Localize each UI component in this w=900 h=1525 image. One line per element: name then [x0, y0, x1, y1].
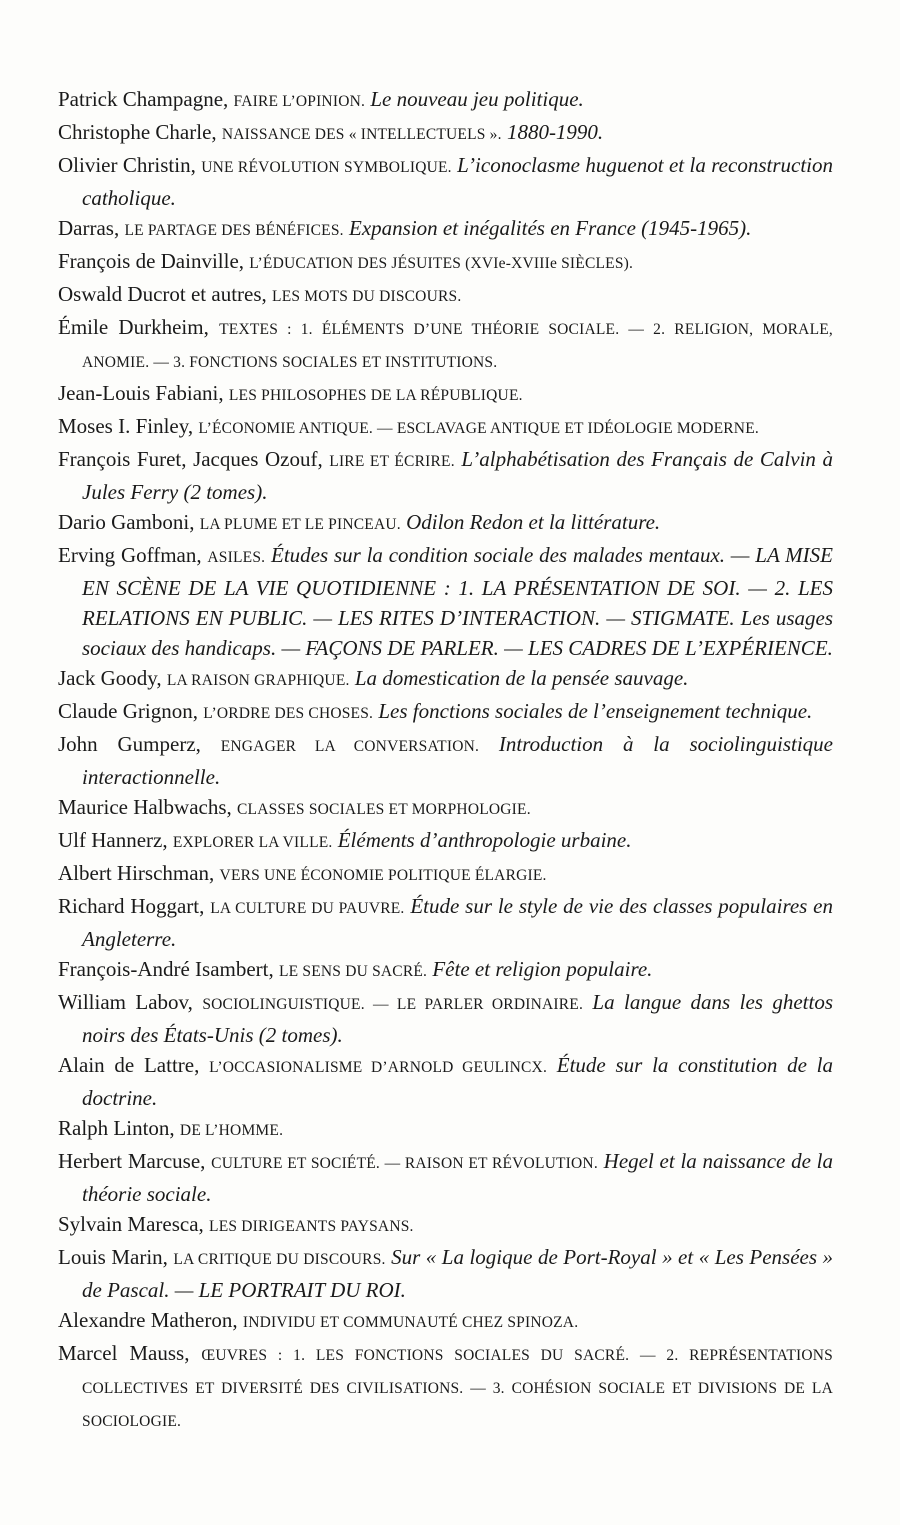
entry-title: INDIVIDU ET COMMUNAUTÉ CHEZ SPINOZA.	[242, 1314, 579, 1331]
entry-title: L’ÉCONOMIE ANTIQUE. — ESCLAVAGE ANTIQUE ET IDÉOLOGIE MODERNE.	[198, 420, 759, 437]
entry-author: Richard Hoggart,	[58, 894, 211, 918]
entry-subtitle: Les fonctions sociales de l’enseignement technique.	[373, 699, 813, 723]
bibliography-entry	[58, 954, 833, 987]
bibliography-entry	[58, 540, 833, 663]
entry-author: Jack Goody,	[58, 666, 167, 690]
entry-title: ASILES.	[207, 549, 266, 566]
entry-title: LE PARTAGE DES BÉNÉFICES.	[124, 222, 344, 239]
entry-subtitle: Fête et religion populaire.	[427, 957, 653, 981]
entry-title: EXPLORER LA VILLE.	[172, 834, 333, 851]
entry-author: Ulf Hannerz,	[58, 828, 173, 852]
entry-title: L’ORDRE DES CHOSES.	[203, 705, 374, 722]
entry-subtitle: Hegel et la naissance de la théorie sociale.	[82, 1149, 833, 1206]
bibliography-entry	[58, 1113, 833, 1146]
entry-title: LA CRITIQUE DU DISCOURS.	[173, 1251, 386, 1268]
bibliography-entry	[58, 858, 833, 891]
entry-title: LA PLUME ET LE PINCEAU.	[199, 516, 401, 533]
bibliography-entry	[58, 1338, 833, 1437]
entry-subtitle: Éléments d’anthropologie urbaine.	[332, 828, 632, 852]
bibliography-entry	[58, 411, 833, 444]
bibliography-list	[58, 84, 833, 1437]
entry-title: LIRE ET ÉCRIRE.	[329, 453, 455, 470]
entry-title: L’OCCASIONALISME D’ARNOLD GEULINCX.	[209, 1059, 548, 1076]
entry-author: Herbert Marcuse,	[58, 1149, 212, 1173]
bibliography-entry	[58, 729, 833, 792]
entry-subtitle: Odilon Redon et la littérature.	[400, 510, 661, 534]
entry-author: François Furet, Jacques Ozouf,	[58, 447, 330, 471]
entry-title: FAIRE L’OPINION.	[233, 93, 366, 110]
entry-subtitle: 1880-1990.	[501, 120, 604, 144]
bibliography-entry	[58, 117, 833, 150]
entry-author: Ralph Linton,	[58, 1116, 180, 1140]
bibliography-entry	[58, 444, 833, 507]
bibliography-entry	[58, 1050, 833, 1113]
bibliography-entry	[58, 279, 833, 312]
bibliography-entry	[58, 378, 833, 411]
entry-title: LES MOTS DU DISCOURS.	[272, 288, 462, 305]
entry-author: Darras,	[58, 216, 125, 240]
entry-author: François de Dainville,	[58, 249, 250, 273]
entry-author: Oswald Ducrot et autres,	[58, 282, 273, 306]
bibliography-entry	[58, 1209, 833, 1242]
bibliography-entry	[58, 150, 833, 213]
entry-title: SOCIOLINGUISTIQUE. — LE PARLER ORDINAIRE.	[202, 996, 584, 1013]
entry-author: Erving Goffman,	[58, 543, 208, 567]
entry-subtitle: Expansion et inégalités en France (1945-1965).	[343, 216, 752, 240]
entry-title: ENGAGER LA CONVERSATION.	[220, 738, 480, 755]
entry-author: Émile Durkheim,	[58, 315, 220, 339]
entry-title: L’ÉDUCATION DES JÉSUITES (XVIe-XVIIIe SIÈCLES).	[249, 255, 634, 272]
entry-title: LE SENS DU SACRÉ.	[279, 963, 428, 980]
entry-title: CLASSES SOCIALES ET MORPHOLOGIE.	[237, 801, 531, 818]
bibliography-entry	[58, 1242, 833, 1305]
bibliography-entry	[58, 246, 833, 279]
bibliography-entry	[58, 84, 833, 117]
bibliography-entry	[58, 696, 833, 729]
bibliography-entry	[58, 663, 833, 696]
entry-subtitle: L’alphabétisation des Français de Calvin à Jules Ferry (2 tomes).	[82, 447, 833, 504]
entry-author: Patrick Champagne,	[58, 87, 234, 111]
bibliography-entry	[58, 312, 833, 378]
entry-author: Alexandre Matheron,	[58, 1308, 243, 1332]
entry-title: CULTURE ET SOCIÉTÉ. — RAISON ET RÉVOLUTION.	[211, 1155, 598, 1172]
entry-author: William Labov,	[58, 990, 203, 1014]
entry-subtitle: L’iconoclasme huguenot et la reconstruction catholique.	[82, 153, 833, 210]
entry-title: LA CULTURE DU PAUVRE.	[210, 900, 405, 917]
entry-author: Sylvain Maresca,	[58, 1212, 210, 1236]
entry-subtitle: Sur « La logique de Port-Royal » et « Les Pensées » de Pascal. — LE PORTRAIT DU ROI.	[82, 1245, 834, 1302]
entry-subtitle: Étude sur le style de vie des classes populaires en Angleterre.	[82, 894, 834, 951]
entry-title: NAISSANCE DES « INTELLECTUELS ».	[221, 126, 502, 143]
entry-author: Moses I. Finley,	[58, 414, 199, 438]
entry-subtitle: La langue dans les ghettos noirs des États-Unis (2 tomes).	[82, 990, 833, 1047]
entry-subtitle: Étude sur la constitution de la doctrine.	[82, 1053, 833, 1110]
entry-subtitle: Études sur la condition sociale des malades mentaux. — LA MISE EN SCÈNE DE LA VIE QUOTIDIENNE : 1. LA PRÉSENTATION DE SOI. — 2. LES RELATIONS EN PUBLIC. — LES RITES D’INTERACTION. — STIGMATE. Les usages sociaux des handicaps. — FAÇONS DE PARLER. — LES CADRES DE L’EXPÉRIENCE.	[82, 543, 833, 660]
bibliography-entry	[58, 1305, 833, 1338]
entry-title: TEXTES : 1. ÉLÉMENTS D’UNE THÉORIE SOCIALE. — 2. RELIGION, MORALE, ANOMIE. — 3. FONCTIONS SOCIALES ET INSTITUTIONS.	[82, 321, 833, 371]
entry-subtitle: Le nouveau jeu politique.	[365, 87, 584, 111]
entry-title: LES PHILOSOPHES DE LA RÉPUBLIQUE.	[228, 387, 523, 404]
entry-author: Albert Hirschman,	[58, 861, 220, 885]
bibliography-entry	[58, 891, 833, 954]
entry-author: Maurice Halbwachs,	[58, 795, 238, 819]
entry-title: VERS UNE ÉCONOMIE POLITIQUE ÉLARGIE.	[219, 867, 547, 884]
entry-author: François-André Isambert,	[58, 957, 280, 981]
entry-title: LA RAISON GRAPHIQUE.	[166, 672, 350, 689]
entry-subtitle: La domestication de la pensée sauvage.	[349, 666, 689, 690]
bibliography-entry	[58, 825, 833, 858]
bibliography-entry	[58, 987, 833, 1050]
entry-author: Louis Marin,	[58, 1245, 174, 1269]
entry-author: Claude Grignon,	[58, 699, 204, 723]
bibliography-entry	[58, 792, 833, 825]
entry-author: Olivier Christin,	[58, 153, 202, 177]
entry-title: UNE RÉVOLUTION SYMBOLIQUE.	[201, 159, 452, 176]
entry-author: John Gumperz,	[58, 732, 221, 756]
entry-author: Marcel Mauss,	[58, 1341, 202, 1365]
entry-author: Jean-Louis Fabiani,	[58, 381, 229, 405]
bibliography-entry	[58, 213, 833, 246]
entry-author: Dario Gamboni,	[58, 510, 200, 534]
entry-author: Christophe Charle,	[58, 120, 222, 144]
entry-title: ŒUVRES : 1. LES FONCTIONS SOCIALES DU SACRÉ. — 2. REPRÉSENTATIONS COLLECTIVES ET DIVERSITÉ DES CIVILISATIONS. — 3. COHÉSION SOCIALE ET DIVISIONS DE LA SOCIOLOGIE.	[82, 1347, 833, 1430]
entry-author: Alain de Lattre,	[58, 1053, 210, 1077]
entry-title: DE L’HOMME.	[179, 1122, 284, 1139]
entry-title: LES DIRIGEANTS PAYSANS.	[209, 1218, 414, 1235]
entry-subtitle: Introduction à la sociolinguistique interactionnelle.	[82, 732, 833, 789]
bibliography-entry	[58, 507, 833, 540]
bibliography-entry	[58, 1146, 833, 1209]
